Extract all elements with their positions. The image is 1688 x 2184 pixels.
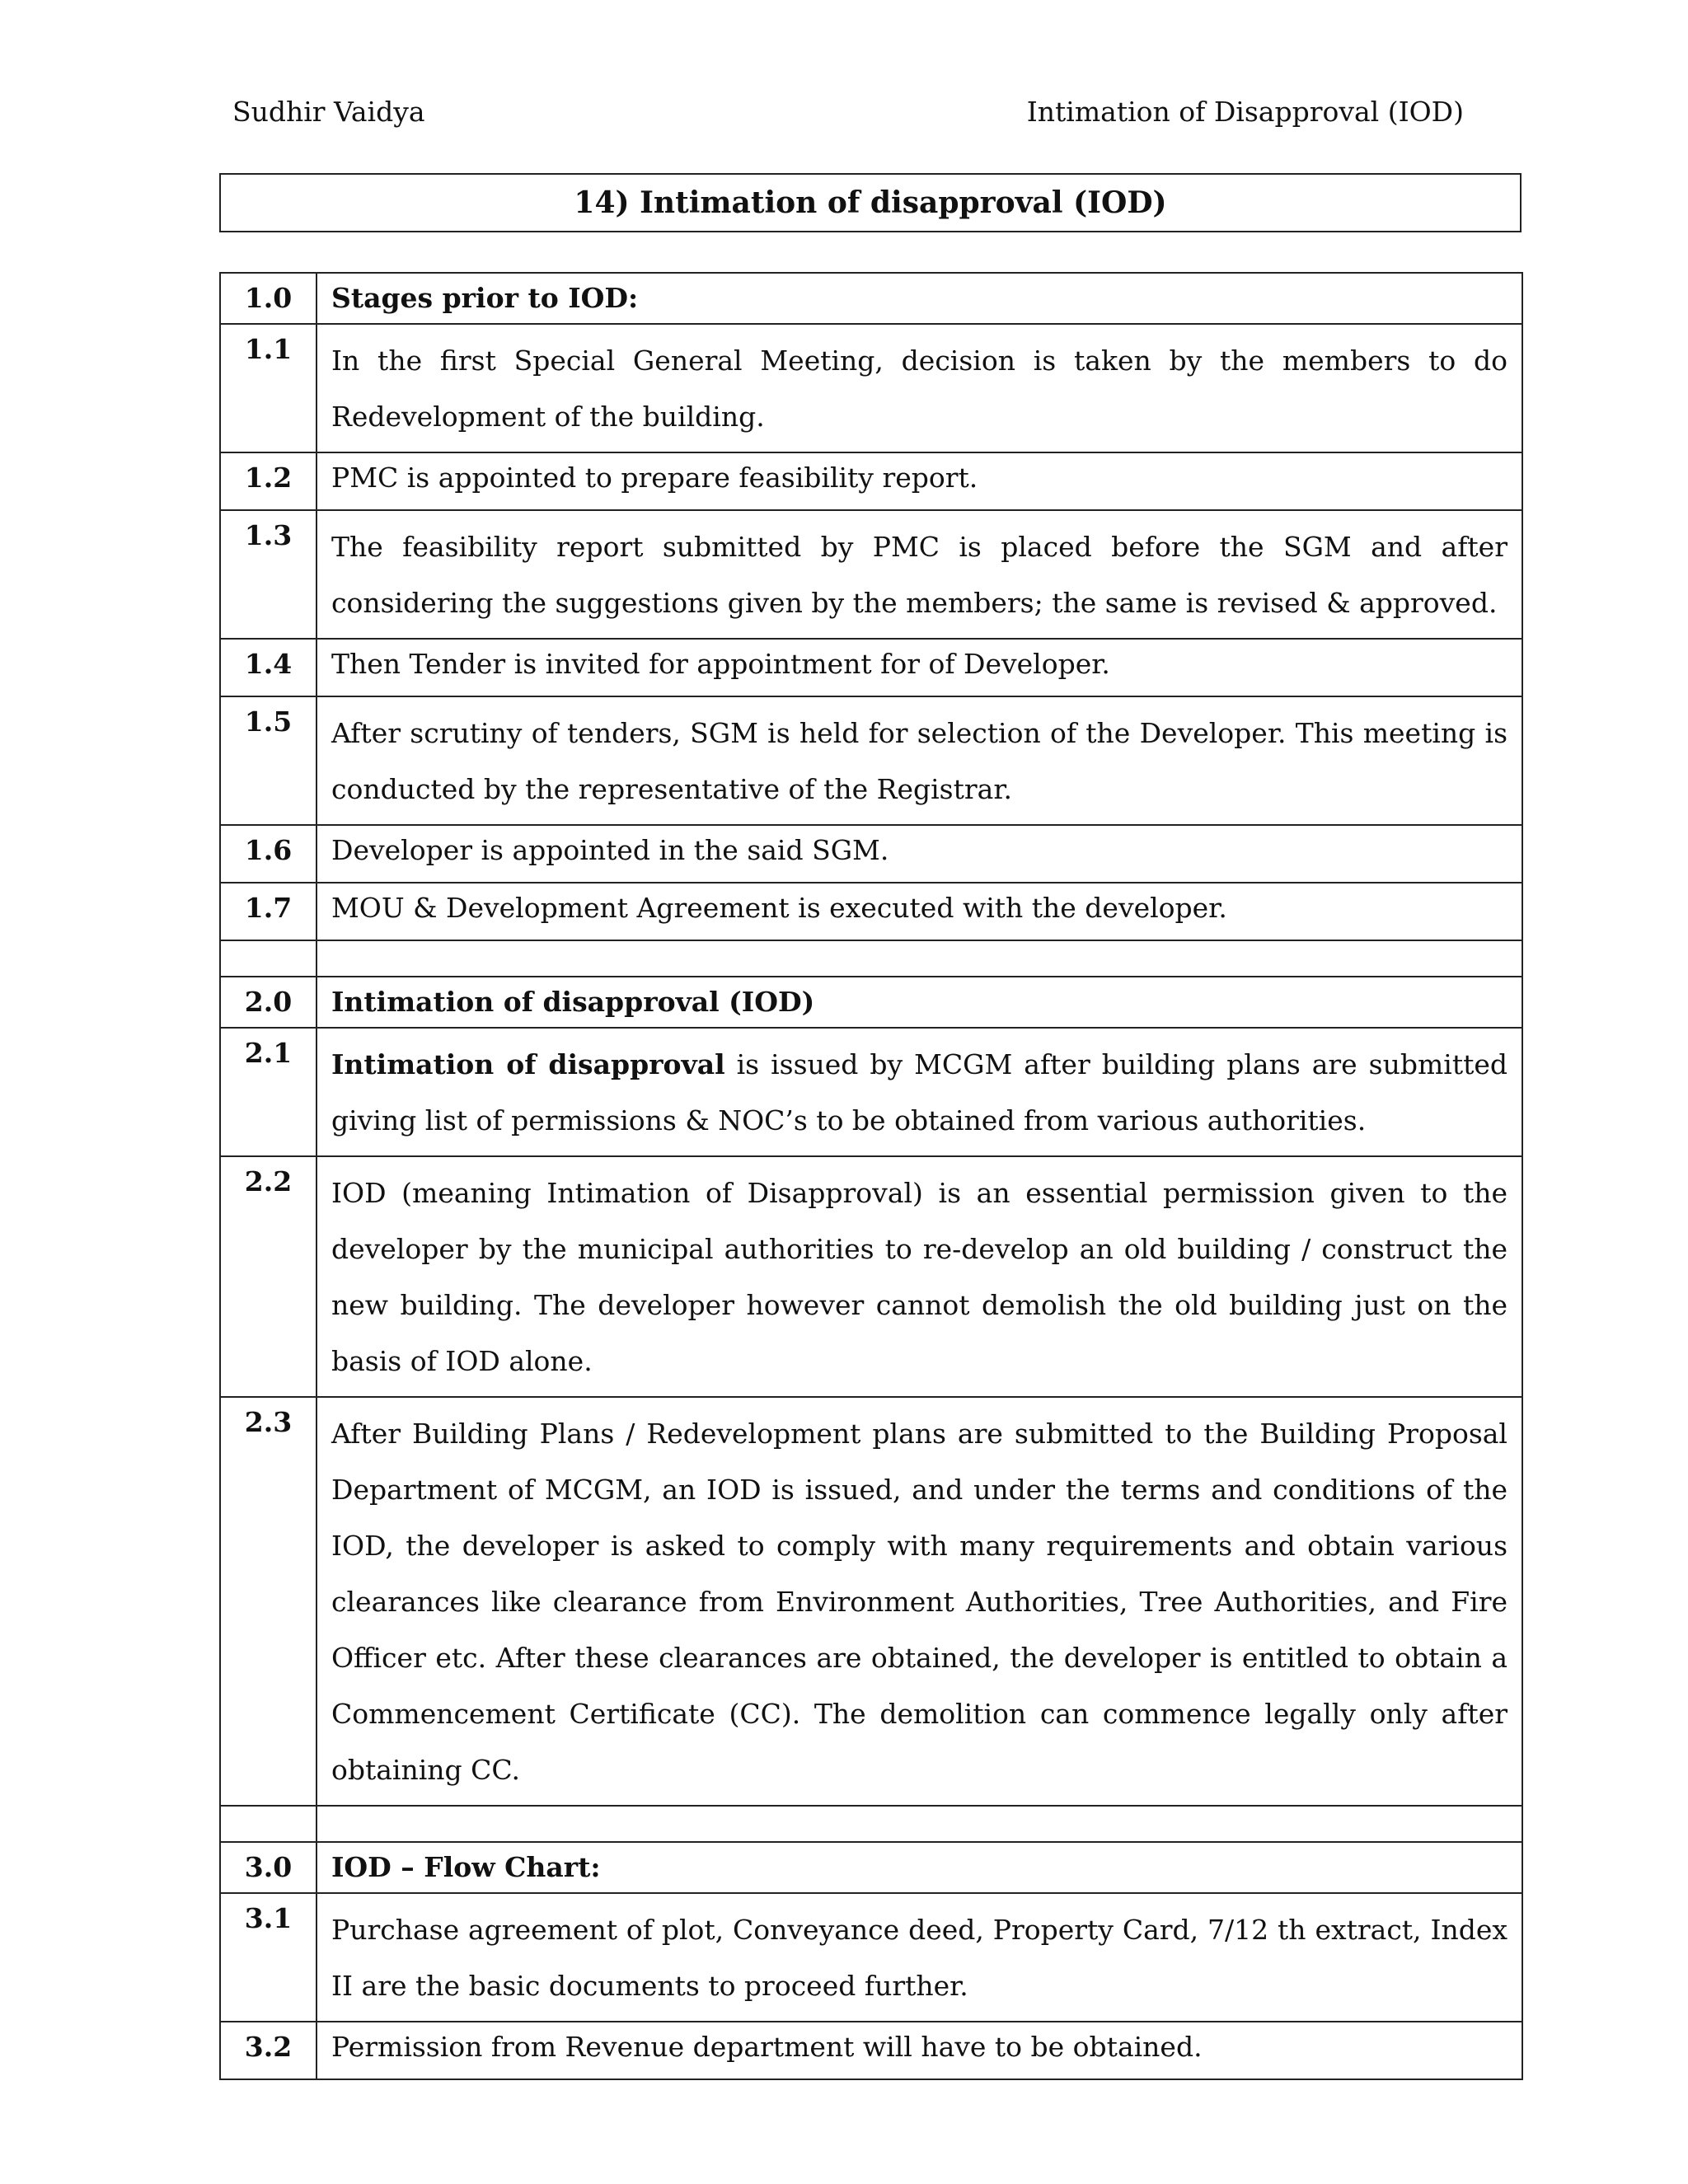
row-number: 1.6 xyxy=(220,825,316,883)
row-number: 1.5 xyxy=(220,696,316,825)
row-text: PMC is appointed to prepare feasibility report. xyxy=(316,452,1522,510)
row-text: Then Tender is invited for appointment for of Developer. xyxy=(316,639,1522,696)
row-number: 1.0 xyxy=(220,273,316,324)
row-number: 1.4 xyxy=(220,639,316,696)
section-heading: IOD – Flow Chart: xyxy=(316,1842,1522,1893)
row-number: 3.0 xyxy=(220,1842,316,1893)
row-lead-text: Intimation of disapproval xyxy=(331,1048,725,1080)
table-row xyxy=(220,324,1522,452)
table-row xyxy=(220,452,1522,510)
row-number: 3.2 xyxy=(220,2022,316,2079)
section-heading-row xyxy=(220,273,1522,324)
row-number: 2.2 xyxy=(220,1156,316,1397)
table-row xyxy=(220,696,1522,825)
header-author: Sudhir Vaidya xyxy=(232,96,425,128)
table-row xyxy=(220,510,1522,639)
row-text: In the first Special General Meeting, decision is taken by the members to do Redevelopment of the building. xyxy=(316,324,1522,452)
row-text: The feasibility report submitted by PMC is placed before the SGM and after considering the suggestions given by the members; the same is revised & approved. xyxy=(316,510,1522,639)
table-row xyxy=(220,1893,1522,2022)
header-document-title: Intimation of Disapproval (IOD) xyxy=(1026,96,1464,128)
row-text: IOD (meaning Intimation of Disapproval) is an essential permission given to the developer by the municipal authorities to re-develop an old building / construct the new building. The developer however cannot demolish the old building just on the basis of IOD alone. xyxy=(316,1156,1522,1397)
row-text xyxy=(316,1028,1522,1156)
row-text: MOU & Development Agreement is executed with the developer. xyxy=(316,883,1522,940)
row-number: 2.0 xyxy=(220,977,316,1028)
empty-cell xyxy=(220,1806,316,1842)
row-number: 1.1 xyxy=(220,324,316,452)
table-row xyxy=(220,1028,1522,1156)
row-number: 1.3 xyxy=(220,510,316,639)
row-text: Developer is appointed in the said SGM. xyxy=(316,825,1522,883)
table-row xyxy=(220,1156,1522,1397)
row-number: 1.2 xyxy=(220,452,316,510)
section-heading: Intimation of disapproval (IOD) xyxy=(316,977,1522,1028)
row-number: 2.1 xyxy=(220,1028,316,1156)
page-title: 14) Intimation of disapproval (IOD) xyxy=(219,173,1522,232)
empty-cell xyxy=(316,1806,1522,1842)
empty-cell xyxy=(220,940,316,977)
spacer-row xyxy=(220,1806,1522,1842)
section-heading-row xyxy=(220,1842,1522,1893)
table-row xyxy=(220,639,1522,696)
table-row xyxy=(220,825,1522,883)
table-row xyxy=(220,1397,1522,1806)
empty-cell xyxy=(316,940,1522,977)
content-table xyxy=(219,272,1523,2080)
row-number: 2.3 xyxy=(220,1397,316,1806)
row-text: Purchase agreement of plot, Conveyance deed, Property Card, 7/12 th extract, Index II are the basic documents to proceed further. xyxy=(316,1893,1522,2022)
row-body-text: is issued by MCGM after building plans are submitted giving list of permissions & NOC’s to be obtained from various authorities. xyxy=(331,1048,1508,1137)
row-text: After Building Plans / Redevelopment plans are submitted to the Building Proposal Department of MCGM, an IOD is issued, and under the terms and conditions of the IOD, the developer is asked to comply with many requirements and obtain various clearances like clearance from Environment Authorities, Tree Authorities, and Fire Officer etc. After these clearances are obtained, the developer is entitled to obtain a Commencement Certificate (CC). The demolition can commence legally only after obtaining CC. xyxy=(316,1397,1522,1806)
row-text: Permission from Revenue department will have to be obtained. xyxy=(316,2022,1522,2079)
row-text: After scrutiny of tenders, SGM is held for selection of the Developer. This meeting is conducted by the representative of the Registrar. xyxy=(316,696,1522,825)
spacer-row xyxy=(220,940,1522,977)
table-row xyxy=(220,2022,1522,2079)
row-number: 1.7 xyxy=(220,883,316,940)
table-row xyxy=(220,883,1522,940)
row-number: 3.1 xyxy=(220,1893,316,2022)
section-heading-row xyxy=(220,977,1522,1028)
section-heading: Stages prior to IOD: xyxy=(316,273,1522,324)
